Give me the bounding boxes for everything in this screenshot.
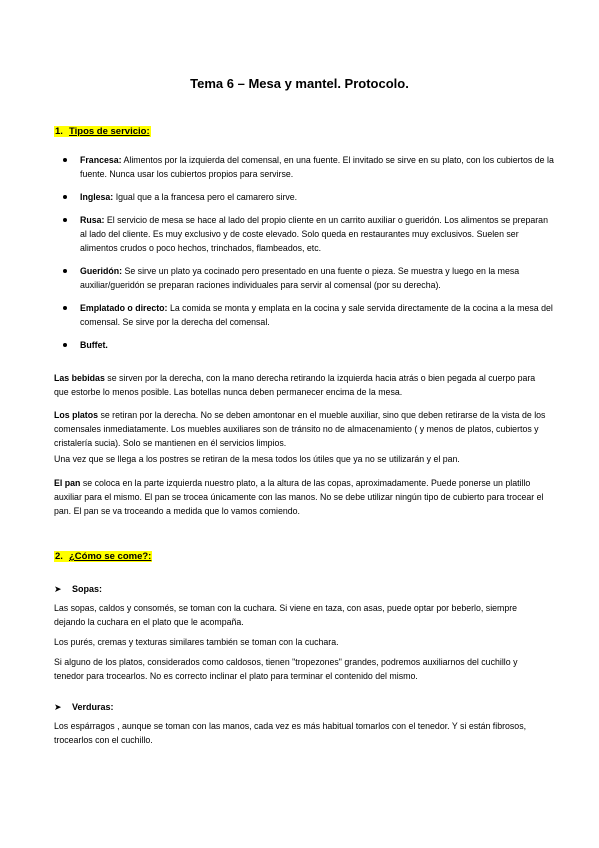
- page-title: Tema 6 – Mesa y mantel. Protocolo.: [190, 76, 409, 91]
- section-heading-como: [54, 551, 152, 562]
- list-item-term: Inglesa:: [80, 192, 114, 202]
- bullet-icon: [63, 158, 67, 162]
- list-item-term: Emplatado o directo:: [80, 303, 168, 313]
- list-item-text: Igual que a la francesa pero el camarero sirve.: [113, 192, 298, 202]
- paragraph-term: El pan: [54, 478, 81, 488]
- list-item: [54, 264, 554, 292]
- paragraph-term: Las bebidas: [54, 373, 105, 383]
- paragraph-text: se sirven por la derecha, con la mano derecha retirando la izquierda hacia atrás o bien pegada al cuerpo para que estorbe lo menos posible. Las botellas nunca deben permanecer encima de la mesa.: [54, 373, 536, 397]
- bullet-icon: [63, 218, 67, 222]
- bullet-icon: [63, 269, 67, 273]
- list-item: [54, 190, 554, 204]
- list-item: [54, 153, 554, 181]
- paragraph-sopas-2: Los purés, cremas y texturas similares también se toman con la cuchara.: [54, 637, 339, 647]
- list-item-term: Francesa:: [80, 155, 122, 165]
- list-item-term: Rusa:: [80, 215, 105, 225]
- arrow-bullet-icon: ➤: [54, 584, 62, 594]
- paragraph-bebidas: [54, 371, 549, 399]
- list-item-text: Alimentos por la izquierda del comensal, en una fuente. El invitado se sirve en su plato, con los cubiertos de la fuente. Nunca usar los cubiertos propios para servirse.: [80, 155, 554, 179]
- list-item-text: El servicio de mesa se hace al lado del propio cliente en un carrito auxiliar o gueridón. Los alimentos se preparan al lado del cliente. Es muy exclusivo y de coste elevado. Solo queda en restaurantes muy exclusivos. Suelen ser alimentos crudos o poco hechos, trinchados, flambeados, etc.: [80, 215, 548, 253]
- subheading-verduras: [54, 702, 114, 713]
- paragraph-postres: Una vez que se llega a los postres se retiran de la mesa todos los útiles que ya no se utilizarán y el pan.: [54, 454, 460, 464]
- section-heading-tipos: [54, 126, 151, 137]
- list-item-text: Se sirve un plato ya cocinado pero presentado en una fuente o pieza. Se muestra y luego en la mesa auxiliar/gueridón se preparan raciones individuales para servir al comensal (por su derecha).: [80, 266, 520, 290]
- list-item: [54, 301, 554, 329]
- subheading-label: Sopas:: [72, 584, 103, 594]
- paragraph-text: se retiran por la derecha. No se deben amontonar en el mueble auxiliar, sino que deben retirarse de la vista de los comensales inmediatamente. Los muebles auxiliares son de tránsito no de almacenamiento ( y menos de platos, cubiertos y cristalería sucia). Solo se mantienen en él servicios limpios.: [54, 410, 546, 448]
- bullet-icon: [63, 306, 67, 310]
- paragraph-platos: [54, 408, 549, 450]
- list-item: [54, 338, 554, 352]
- paragraph-term: Los platos: [54, 410, 98, 420]
- section-label: Tipos de servicio:: [69, 126, 150, 137]
- paragraph-verduras-1: Los espárragos , aunque se toman con las manos, cada vez es más habitual tomarlos con el tenedor. Y si están fibrosos, trocearlos con el cuchillo.: [54, 721, 527, 745]
- arrow-bullet-icon: ➤: [54, 702, 62, 712]
- paragraph-sopas-1: Las sopas, caldos y consomés, se toman con la cuchara. Si viene en taza, con asas, puede optar por beberlo, siempre dejando la cuchara en el plato que le acompaña.: [54, 603, 518, 627]
- bullet-icon: [63, 343, 67, 347]
- paragraph-text: se coloca en la parte izquierda nuestro plato, a la altura de las copas, aproximadamente. Puede ponerse un platillo auxiliar para el mismo. El pan se trocea únicamente con las manos. No se debe utilizar ningún tipo de cubierto para trocear el pan. El pan se va troceando a medida que lo vamos comiendo.: [54, 478, 544, 516]
- subheading-label: Verduras:: [72, 702, 114, 712]
- list-item-text: La comida se monta y emplata en la cocina y sale servida directamente de la cocina a la mesa del comensal. Se sirve por la derecha del comensal.: [80, 303, 553, 327]
- bullet-icon: [63, 195, 67, 199]
- subheading-sopas: [54, 584, 102, 595]
- paragraph-sopas-3: Si alguno de los platos, considerados como caldosos, tienen "tropezones" grandes, podremos auxiliarnos del cuchillo y tenedor para trocearlos. No es correcto inclinar el plato para terminar el contenido del mismo.: [54, 657, 518, 681]
- paragraph-pan: [54, 476, 549, 518]
- section-number: 2.: [55, 551, 63, 562]
- service-types-list: [54, 153, 554, 361]
- list-item-term: Buffet.: [80, 340, 108, 350]
- list-item: [54, 213, 554, 255]
- list-item-term: Gueridón:: [80, 266, 123, 276]
- section-number: 1.: [55, 126, 63, 137]
- section-label: ¿Cómo se come?:: [69, 551, 152, 562]
